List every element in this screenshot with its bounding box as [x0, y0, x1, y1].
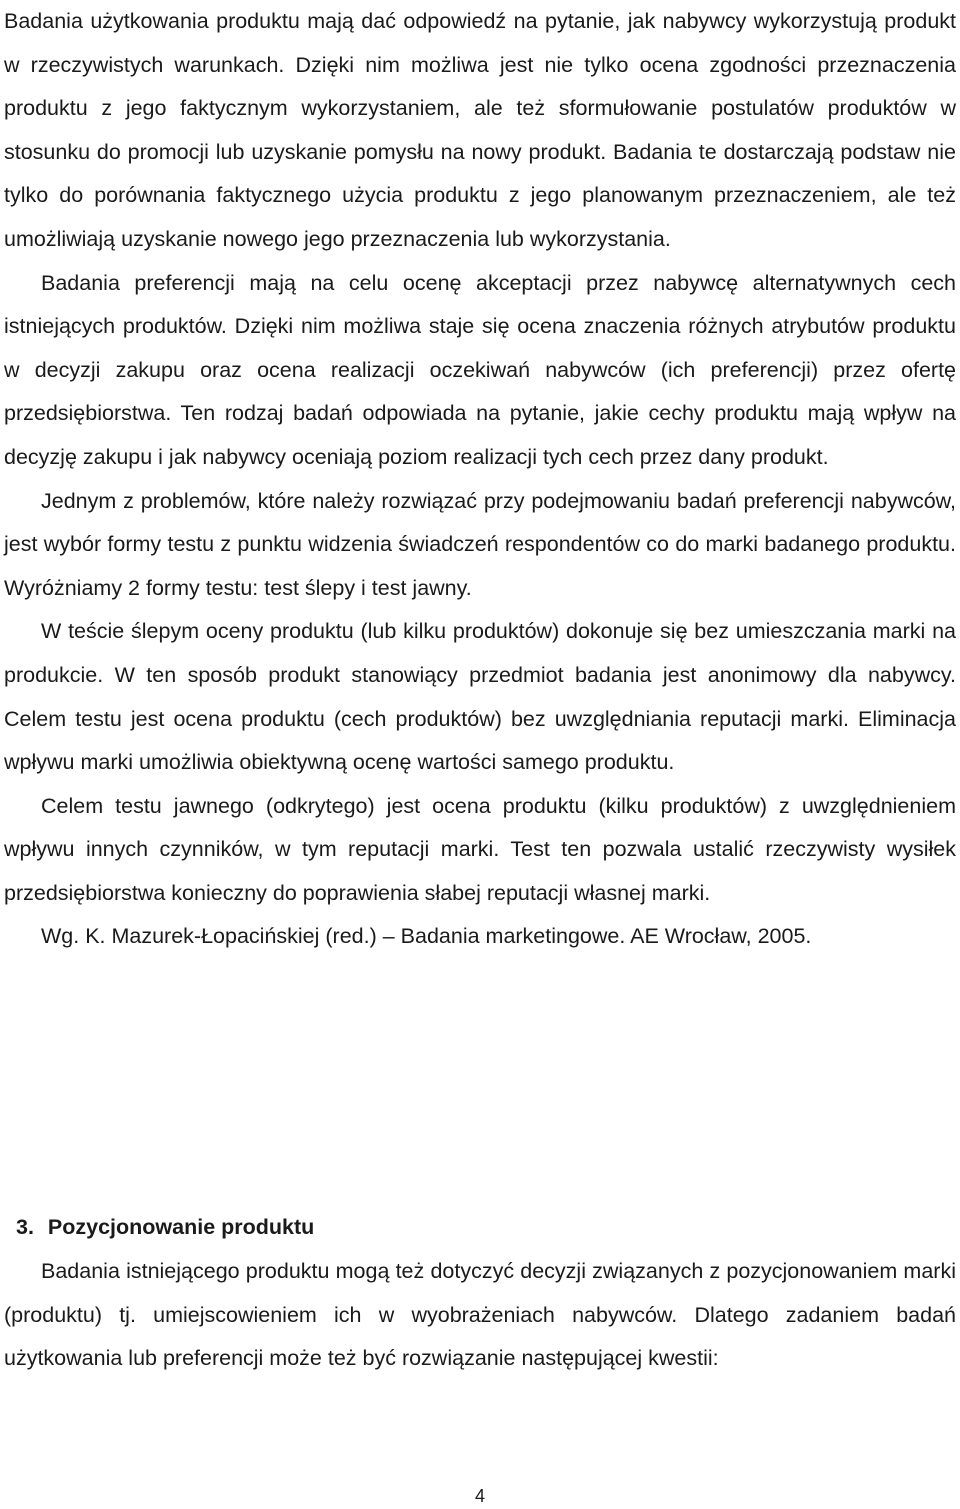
paragraph-usage-research: Badania użytkowania produktu mają dać odpowiedź na pytanie, jak nabywcy wykorzystują produkt w rzeczywistych warunkach. Dzięki nim możliwa jest nie tylko ocena zgodności przeznaczenia produktu z jego faktycznym wykorzystaniem, ale też sformułowanie postulatów produktów w stosunku do promocji lub uzyskanie pomysłu na nowy produkt. Badania te dostarczają podstaw nie tylko do porównania faktycznego użycia produktu z jego planowanym przeznaczeniem, ale też umożliwiają uzyskanie nowego jego przeznaczenia lub wykorzystania. [4, 9, 956, 251]
page-body [4, 0, 956, 959]
paragraph-test-form: Jednym z problemów, które należy rozwiązać przy podejmowaniu badań preferencji nabywców, jest wybór formy testu z punktu widzenia świadczeń respondentów co do marki badanego produktu. Wyróżniamy 2 formy testu: test ślepy i test jawny. [4, 488, 956, 600]
paragraph-open-test: Celem testu jawnego (odkrytego) jest ocena produktu (kilku produktów) z uwzględnieniem wpływu innych czynników, w tym reputacji marki. Test ten pozwala ustalić rzeczywisty wysiłek przedsiębiorstwa konieczny do poprawienia słabej reputacji własnej marki. [4, 793, 956, 905]
section-body [4, 1250, 956, 1381]
section-number: 3. [16, 1215, 34, 1239]
paragraph-preference-research: Badania preferencji mają na celu ocenę akceptacji przez nabywcę alternatywnych cech istniejących produktów. Dzięki nim możliwa staje się ocena znaczenia różnych atrybutów produktu w decyzji zakupu oraz ocena realizacji oczekiwań nabywców (ich preferencji) przez ofertę przedsiębiorstwa. Ten rodzaj badań odpowiada na pytanie, jakie cechy produktu mają wpływ na decyzję zakupu i jak nabywcy oceniają poziom realizacji tych cech przez dany produkt. [4, 270, 956, 469]
section-title: Pozycjonowanie produktu [47, 1215, 315, 1239]
citation: Wg. K. Mazurek-Łopacińskiej (red.) – Badania marketingowe. AE Wrocław, 2005. [41, 924, 812, 949]
paragraph-blind-test: W teście ślepym oceny produktu (lub kilku produktów) dokonuje się bez umieszczania marki na produkcie. W ten sposób produkt stanowiący przedmiot badania jest anonimowy dla nabywcy. Celem testu jest ocena produktu (cech produktów) bez uwzględniania reputacji marki. Eliminacja wpływu marki umożliwia obiektywną ocenę wartości samego produktu. [4, 619, 956, 775]
section-heading [16, 1206, 314, 1249]
paragraph-positioning: Badania istniejącego produktu mogą też dotyczyć decyzji związanych z pozycjonowaniem marki (produktu) tj. umiejscowieniem ich w wyobrażeniach nabywców. Dlatego zadaniem badań użytkowania lub preferencji może też być rozwiązanie następującej kwestii: [4, 1259, 956, 1371]
page-number: 4 [474, 1486, 485, 1506]
